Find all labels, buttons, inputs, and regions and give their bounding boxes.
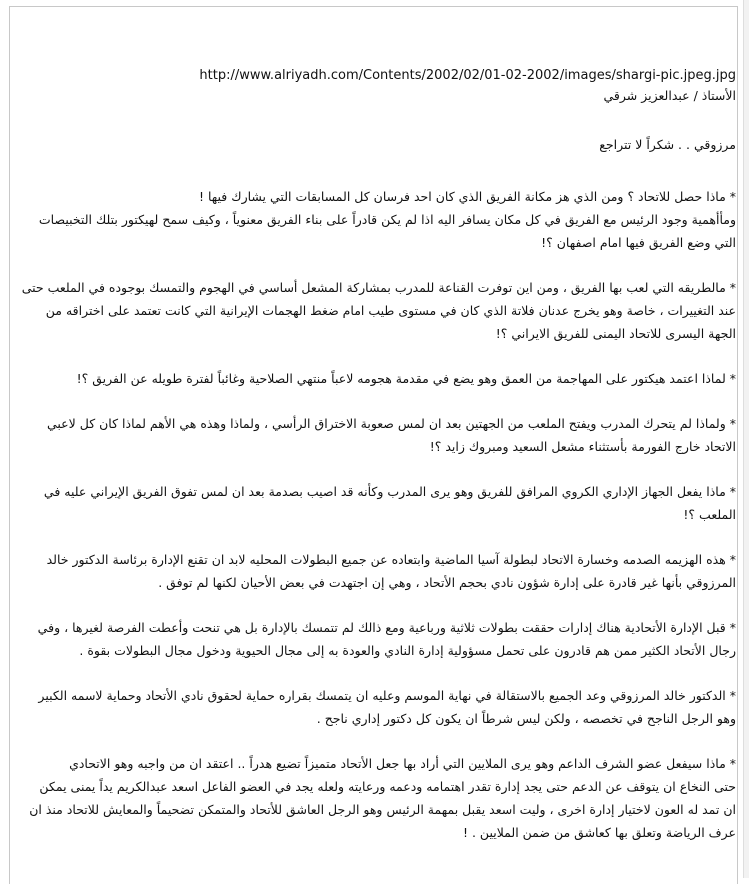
article-body [20,185,736,844]
paragraph-line: * مالطريقه التي لعب بها الفريق ، ومن اين توفرت القناعة للمدرب بمشاركة المشعل أساسي في الهجوم والتمسك بوجوده في الملعب حتى [21,280,736,295]
paragraph-line: * ولماذا لم يتحرك المدرب ويفتح الملعب من الجهتين بعد ان لمس صعوبة الاختراق الرأسي ، ولماذا وهذه هي الأهم لماذا كان كل لاعبي [46,416,736,431]
paragraph-line: * ماذا سيفعل عضو الشرف الداعم وهو يرى الملايين التي أراد بها جعل الأتحاد متميزاً تضيع هدراً .. اعتقد ان من واجبه وهو الاتحادي [69,756,736,771]
scrollbar[interactable] [743,0,749,878]
image-url[interactable]: http://www.alriyadh.com/Contents/2002/02/01-02-2002/images/shargi-pic.jpeg.jpg [199,68,736,83]
article [20,66,736,844]
paragraph [20,367,736,390]
author-byline: الأستاذ / عبدالعزيز شرقي [603,88,736,103]
paragraph-line: الملعب ؟! [683,507,736,522]
paragraph [20,616,736,662]
paragraph [20,412,736,458]
paragraph-line: رجال الأتحاد الكثير ممن هم قادرون على تحمل مسؤولية إدارة النادي والعودة به إلى مجال الحيوية ودخول مجال البطولات بقوة . [79,643,736,658]
paragraph-line: التي وضع الفريق فيها امام اصفهان ؟! [541,235,736,250]
paragraph-line: ان تمد له العون لاختيار إدارة اخرى ، وليت اسعد يقبل بمهمة الرئيس وهو الرجل العاشق للأتحاد والمتمكن تضحيماً والمعايش للاتحاد منذ ان [29,802,736,817]
paragraph-line: عرف الرياضة وتعلق بها كعاشق من ضمن الملايين . ! [463,825,736,840]
paragraph [20,276,736,345]
paragraph-line: * هذه الهزيمه الصدمه وخسارة الاتحاد لبطولة آسيا الماضية وابتعاده عن جميع البطولات المحليه لابد ان تقنع الإدارة برئاسة الدكتور خالد [46,552,736,567]
article-headline: مرزوقي . . شكراً لا تتراجع [599,137,736,152]
paragraph-line: الجهة اليسرى للاتحاد اليمنى للفريق الايراني ؟! [495,326,736,341]
paragraph-line: * لماذا اعتمد هيكتور على المهاجمة من العمق وهو يضع في مقدمة هجومه لاعباً منتهي الصلاحية وغائباً لفترة طويله عن الفريق ؟! [76,371,736,386]
paragraph-line: المرزوقي بأنها غير قادرة على إدارة شؤون نادي بحجم الأتحاد ، وهي إن اجتهدت في بعض الأحيان لكنها لم توفق . [158,575,736,590]
paragraph-line: حتى النخاع ان يتوقف عن الدعم حتى يجد إدارة تقدر اهتمامه ودعمه ورعايته ولعله يجد في العضو الفاعل اسعد عبدالكريم يداً يمنى يمكن [39,779,736,794]
paragraph-line: الاتحاد خارج الفورمة بأستثناء مشعل السعيد ومبروك زايد ؟! [429,439,736,454]
paragraph-line: وهو الرجل الناجح في تخصصه ، ولكن ليس شرطاً ان يكون كل دكتور إداري ناجح . [316,711,736,726]
paragraph-line: عند التغييرات ، خاصة وهو يخرج عدنان فلاتة الذي كان في مستوى طيب امام ضغط الهجمات الإيرانية التي كانت تعتمد على اختراقه من [45,303,736,318]
paragraph-line: * ماذا يفعل الجهاز الإداري الكروي المرافق للفريق وهو يرى المدرب وكأنه قد اصيب بصدمة بعد ان لمس تفوق الفريق الإيراني عليه في [43,484,736,499]
paragraph [20,548,736,594]
paragraph [20,752,736,844]
paragraph-line: * الدكتور خالد المرزوقي وعد الجميع بالاستقالة في نهاية الموسم وعليه ان يتمسك بقراره حماية لحقوق نادي الأتحاد وحماية لاسمه الكبير [38,688,736,703]
paragraph [20,684,736,730]
paragraph [20,480,736,526]
paragraph-line: * قبل الإدارة الأتحادية هناك إدارات حققت بطولات ثلاثية ورباعية ومع ذالك لم تتمسك بالإدارة بل هي تنحت وأعطت الفرصة لغيرها ، وفي [37,620,736,635]
paragraph [20,185,736,254]
paragraph-line: * ماذا حصل للاتحاد ؟ ومن الذي هز مكانة الفريق الذي كان احد فرسان كل المسابقات التي يشارك فيها ! [198,189,736,204]
paragraph-line: ومأأهمية وجود الرئيس مع الفريق في كل مكان يسافر اليه اذا لم يكن قادراً على بناء الفريق معنوياً ، وكيف سمح لهيكتور بتلك التخبيصات [38,212,736,227]
